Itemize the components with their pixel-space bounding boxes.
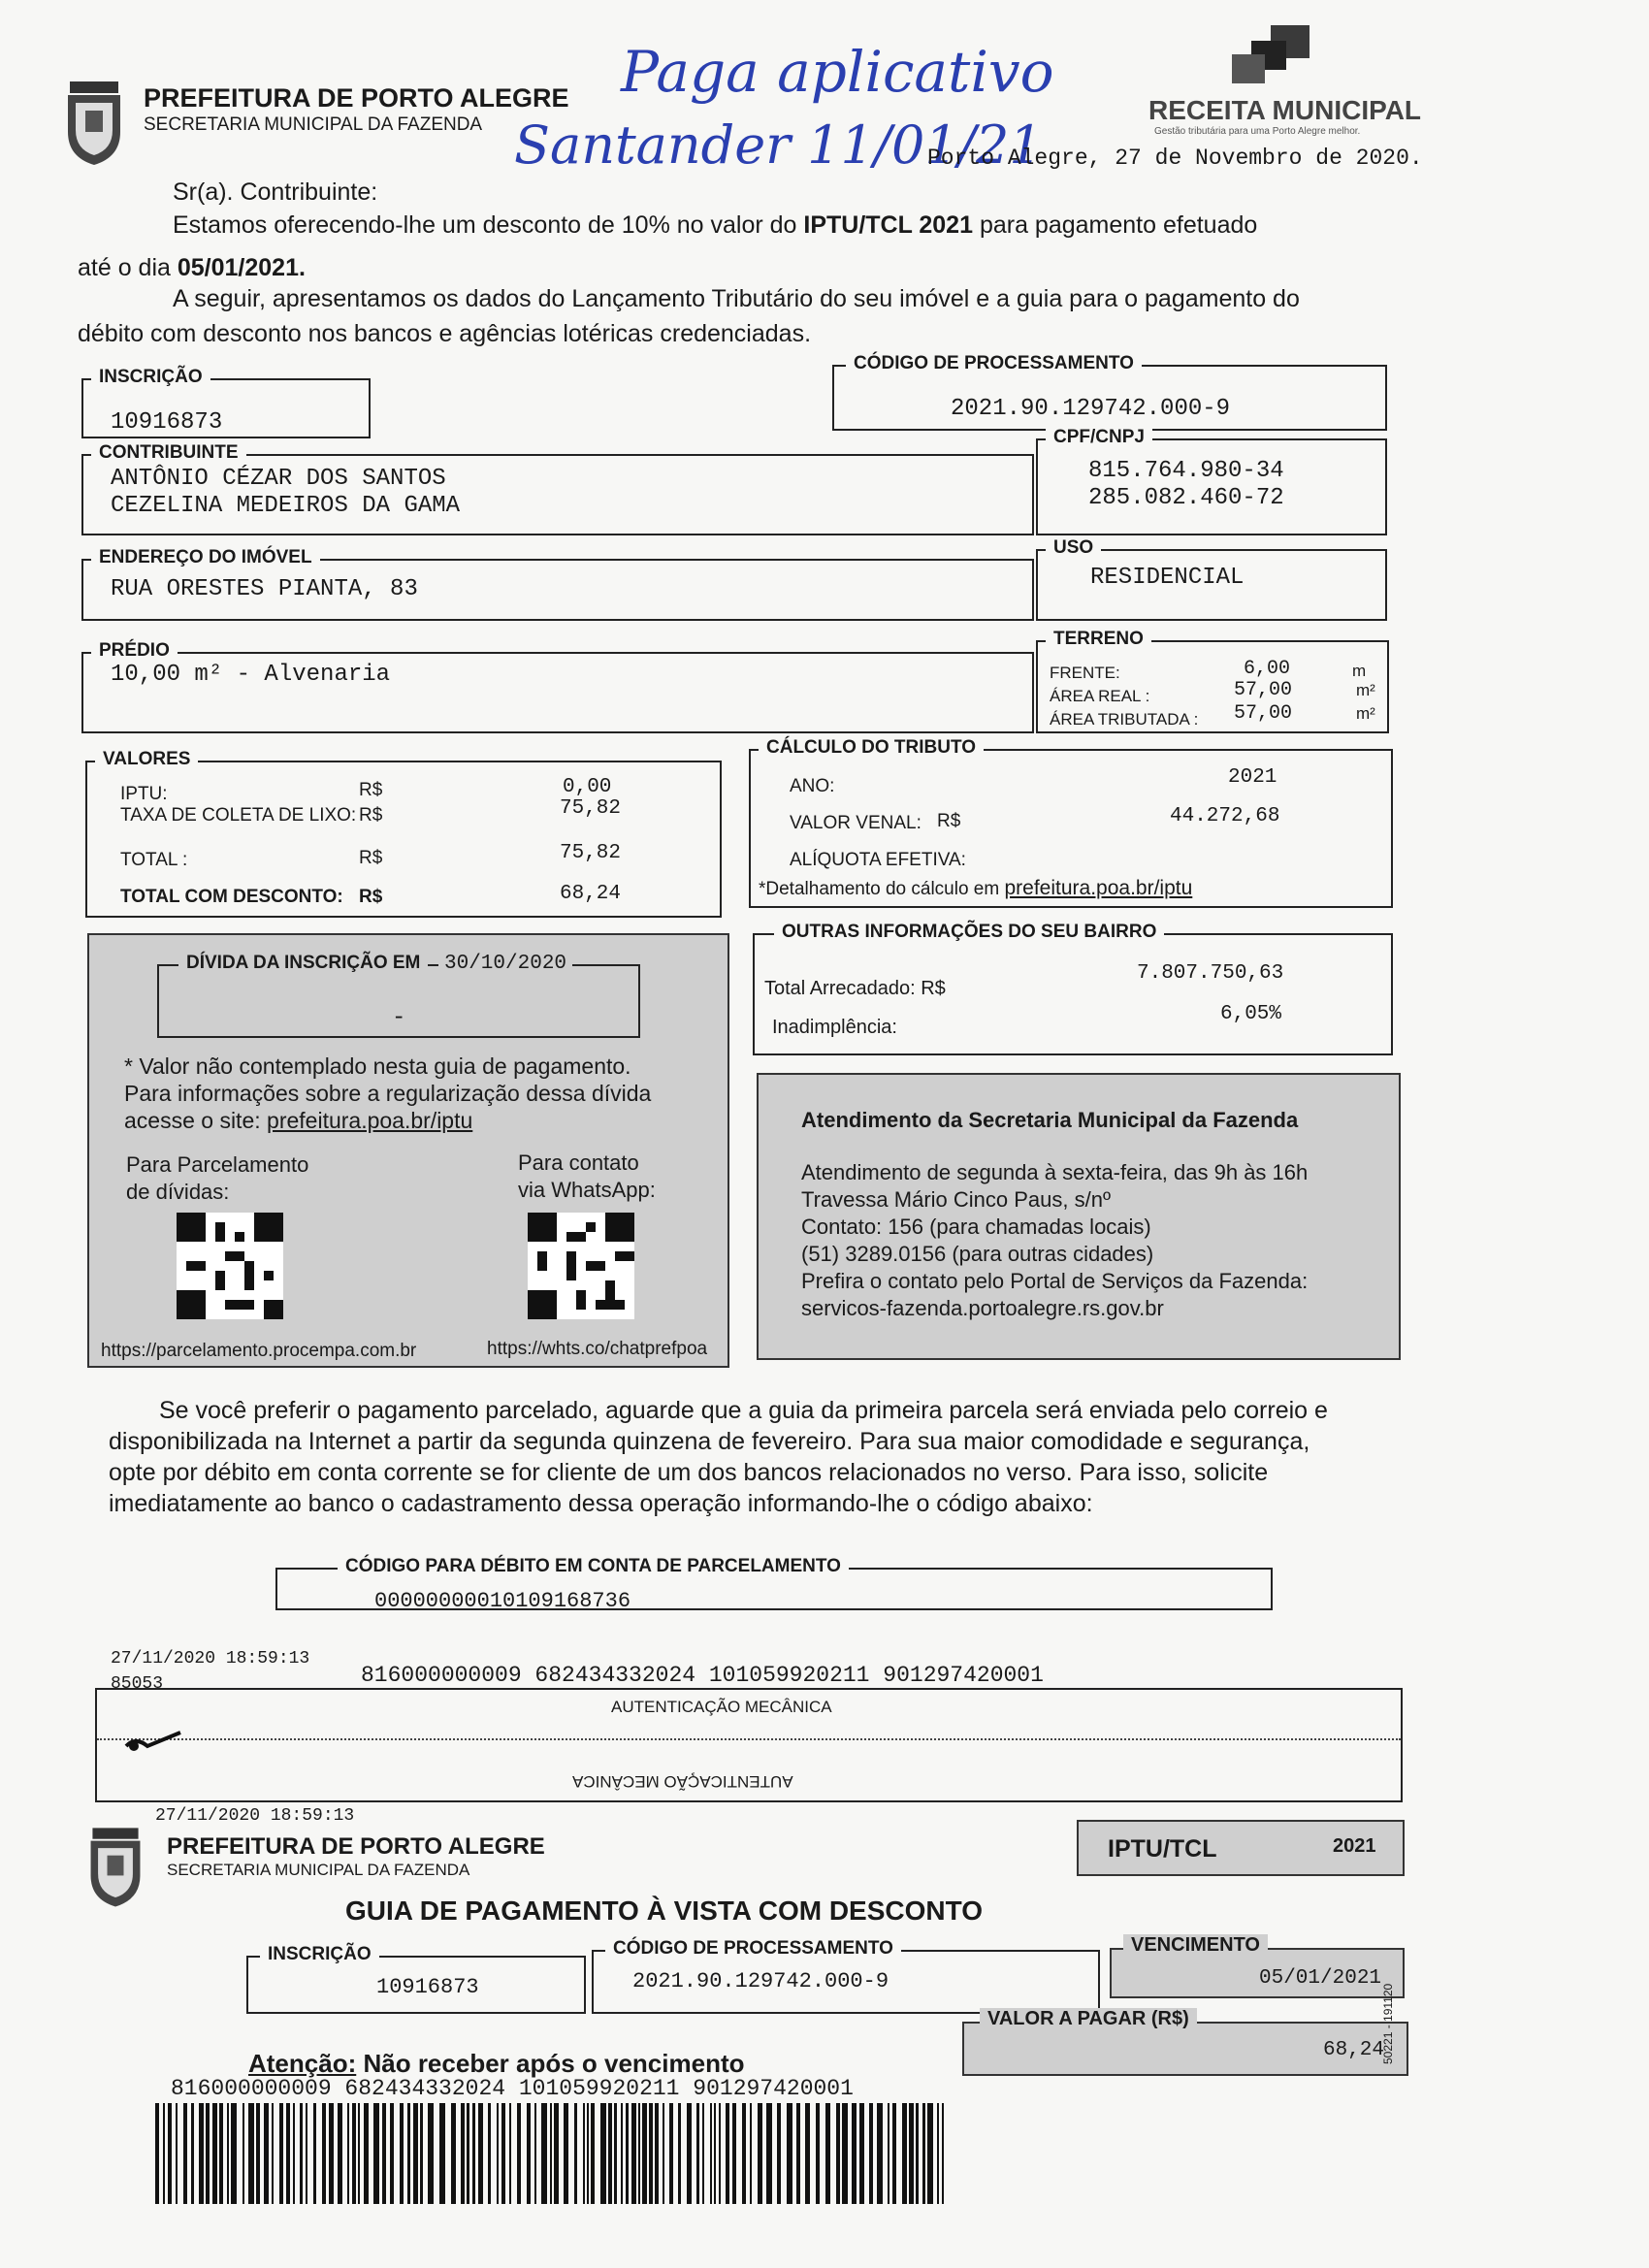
barcode-bar <box>869 2103 873 2204</box>
barcode-bar <box>655 2103 659 2204</box>
barcode-bar <box>649 2103 653 2204</box>
barcode-bar <box>176 2103 178 2204</box>
coat-of-arms-icon <box>60 78 128 167</box>
barcode-bar <box>554 2103 559 2204</box>
barcode-bar <box>358 2103 360 2204</box>
total-desconto-currency: R$ <box>359 887 383 907</box>
inscricao-value: 10916873 <box>111 409 223 436</box>
divida-link[interactable]: prefeitura.poa.br/iptu <box>267 1108 473 1133</box>
autenticacao-box <box>95 1688 1403 1802</box>
area-real-unit: m² <box>1356 681 1375 699</box>
barcode-bar <box>626 2103 629 2204</box>
barcode-bar <box>527 2103 531 2204</box>
barcode-bar <box>842 2103 848 2204</box>
guia-year: 2021 <box>1333 1835 1376 1857</box>
guia-codigo-label: CÓDIGO DE PROCESSAMENTO <box>605 1938 901 1960</box>
parcelamento-label-2: de dívidas: <box>126 1180 230 1204</box>
total-desconto-value: 68,24 <box>560 883 622 905</box>
barcode-bar <box>420 2103 423 2204</box>
tcl-currency: R$ <box>359 805 383 826</box>
barcode-bar <box>732 2103 736 2204</box>
barcode-bar <box>191 2103 194 2204</box>
barcode-bar <box>937 2103 939 2204</box>
divida-date: 30/10/2020 <box>438 953 572 975</box>
terreno-label: TERRENO <box>1046 629 1151 650</box>
whatsapp-label-1: Para contato <box>518 1150 639 1175</box>
atendimento-line-3: Contato: 156 (para chamadas locais) <box>801 1215 1151 1239</box>
debito-timestamp-2: 27/11/2020 18:59:13 <box>155 1806 355 1826</box>
barcode-bar <box>642 2103 647 2204</box>
guia-vencimento-value: 05/01/2021 <box>1259 1967 1382 1990</box>
barcode-bar <box>306 2103 307 2204</box>
guia-side-code: 50221 - 191120 <box>1381 1983 1395 2064</box>
barcode-bar <box>631 2103 636 2204</box>
barcode-bar <box>714 2103 716 2204</box>
predio-box <box>81 640 1034 733</box>
valor-venal-value: 44.272,68 <box>1170 805 1280 827</box>
terreno-box <box>1036 629 1389 733</box>
valor-venal-label: VALOR VENAL: <box>790 813 922 833</box>
barcode-bar <box>591 2103 595 2204</box>
barcode-bar <box>583 2103 585 2204</box>
total-label: TOTAL : <box>120 850 188 870</box>
barcode-bar <box>264 2103 269 2204</box>
autenticacao-label-inverted: AUTENTICAÇÃO MECÂNICA <box>572 1772 793 1791</box>
barcode-bar <box>183 2103 187 2204</box>
bairro-box <box>753 922 1393 1055</box>
area-real-value: 57,00 <box>1234 679 1293 701</box>
debito-timestamp: 27/11/2020 18:59:13 <box>111 1649 310 1669</box>
barcode-bar <box>467 2103 469 2204</box>
inadimplencia-label: Inadimplência: <box>772 1017 897 1038</box>
barcode-bar <box>877 2103 883 2204</box>
uso-value: RESIDENCIAL <box>1090 565 1245 591</box>
endereco-value: RUA ORESTES PIANTA, 83 <box>111 576 418 602</box>
divida-panel <box>87 933 729 1368</box>
barcode-bar <box>168 2103 172 2204</box>
frente-value: 6,00 <box>1244 658 1291 680</box>
predio-label: PRÉDIO <box>91 640 178 662</box>
atendimento-line-4: (51) 3289.0156 (para outras cidades) <box>801 1242 1154 1266</box>
barcode-bar <box>859 2103 864 2204</box>
guia-title: GUIA DE PAGAMENTO À VISTA COM DESCONTO <box>345 1895 984 1926</box>
barcode-bar <box>227 2103 229 2204</box>
scissors-icon <box>124 1729 182 1763</box>
detalhamento-text: *Detalhamento do cálculo em prefeitura.poa.br/iptu <box>759 877 1193 899</box>
barcode-bar <box>478 2103 483 2204</box>
barcode-bar <box>621 2103 623 2204</box>
barcode-bar <box>313 2103 316 2204</box>
guia-coat-of-arms-icon <box>83 1824 147 1909</box>
guia-org: PREFEITURA DE PORTO ALEGRE <box>167 1833 545 1860</box>
divida-box <box>157 953 640 1038</box>
barcode-bar <box>347 2103 349 2204</box>
barcode-bar <box>564 2103 568 2204</box>
parcelado-line-3: opte por débito em conta corrente se for cliente de um dos bancos relacionados no verso. Para isso, solicite <box>109 1459 1269 1486</box>
divida-label: DÍVIDA DA INSCRIÇÃO EM <box>178 953 428 974</box>
barcode-bar <box>766 2103 772 2204</box>
barcode-bar <box>927 2103 933 2204</box>
barcode-bar <box>439 2103 445 2204</box>
barcode-bar <box>155 2103 159 2204</box>
barcode-bar <box>461 2103 465 2204</box>
barcode-bar <box>219 2103 223 2204</box>
guia-barcode-line: 816000000009 682434332024 101059920211 901297420001 <box>171 2076 854 2101</box>
autenticacao-label: AUTENTICAÇÃO MECÂNICA <box>611 1698 832 1716</box>
barcode-bar <box>608 2103 612 2204</box>
detalhamento-link[interactable]: prefeitura.poa.br/iptu <box>1004 877 1193 899</box>
debito-terminal: 85053 <box>111 1674 164 1694</box>
barcode-bar <box>390 2103 394 2204</box>
barcode-bar <box>710 2103 712 2204</box>
barcode-bar <box>256 2103 260 2204</box>
area-tributada-unit: m² <box>1356 704 1375 723</box>
barcode-bar <box>777 2103 781 2204</box>
barcode-bar <box>472 2103 475 2204</box>
receita-logo-icon <box>1212 21 1329 89</box>
barcode-bar <box>428 2103 434 2204</box>
barcode-bar <box>286 2103 290 2204</box>
barcode-bar <box>352 2103 356 2204</box>
iptu-value: 0,00 <box>563 776 612 798</box>
whatsapp-label-2: via WhatsApp: <box>518 1178 656 1202</box>
barcode-bar <box>300 2103 303 2204</box>
barcode-bar <box>497 2103 499 2204</box>
barcode-bar <box>509 2103 511 2204</box>
divida-note-1: * Valor não contemplado nesta guia de pagamento. <box>124 1053 631 1079</box>
barcode-bar <box>400 2103 404 2204</box>
arrecadado-value: 7.807.750,63 <box>1137 962 1284 985</box>
uso-box <box>1036 537 1387 621</box>
parcelamento-url[interactable]: https://parcelamento.procempa.com.br <box>101 1341 417 1361</box>
codigo-processamento-label: CÓDIGO DE PROCESSAMENTO <box>846 353 1142 374</box>
inscricao-box <box>81 367 371 438</box>
barcode-bar <box>322 2103 326 2204</box>
barcode-bar <box>678 2103 681 2204</box>
barcode-bar <box>501 2103 505 2204</box>
barcode-bar <box>248 2103 254 2204</box>
parcelado-line-2: disponibilizada na Internet a partir da segunda quinzena de fevereiro. Para sua maior comodidade e segurança, <box>109 1428 1310 1455</box>
total-currency: R$ <box>359 848 383 868</box>
barcode-bar <box>719 2103 721 2204</box>
contribuinte-label: CONTRIBUINTE <box>91 442 246 464</box>
barcode-bar <box>242 2103 244 2204</box>
valor-venal-currency: R$ <box>937 811 961 831</box>
barcode-bar <box>852 2103 857 2204</box>
barcode-bar <box>902 2103 907 2204</box>
letter-paragraph-1: Estamos oferecendo-lhe um desconto de 10% no valor do IPTU/TCL 2021 para pagamento efetuado <box>173 211 1258 239</box>
valores-box <box>85 749 722 918</box>
guia-vencimento-box <box>1110 1934 1405 1998</box>
frente-unit: m <box>1352 662 1367 680</box>
barcode-bar <box>922 2103 925 2204</box>
barcode-bar <box>488 2103 491 2204</box>
atendimento-line-6[interactable]: servicos-fazenda.portoalegre.rs.gov.br <box>801 1296 1164 1320</box>
barcode-bar <box>726 2103 729 2204</box>
atendimento-line-1: Atendimento de segunda à sexta-feira, das 9h às 16h <box>801 1160 1309 1184</box>
handwritten-note-2: Santander 11/01/21 <box>514 114 1043 176</box>
guia-atencao: Atenção: Não receber após o vencimento <box>248 2049 745 2078</box>
atendimento-line-5: Prefira o contato pelo Portal de Serviços da Fazenda: <box>801 1269 1309 1293</box>
guia-tax-box <box>1077 1820 1405 1876</box>
barcode-bar <box>293 2103 295 2204</box>
guia-inscricao-value: 10916873 <box>376 1975 479 1999</box>
barcode-bar <box>836 2103 840 2204</box>
guia-tax: IPTU/TCL <box>1108 1835 1217 1863</box>
barcode-bar <box>364 2103 369 2204</box>
barcode-bar <box>787 2103 792 2204</box>
barcode-bar <box>550 2103 552 2204</box>
cpf-2: 285.082.460-72 <box>1088 485 1284 511</box>
barcode-bar <box>534 2103 536 2204</box>
barcode-bar <box>805 2103 810 2204</box>
barcode-bar <box>796 2103 800 2204</box>
barcode-bar <box>663 2103 664 2204</box>
barcode-bar <box>909 2103 914 2204</box>
iptu-currency: R$ <box>359 780 383 800</box>
uso-label: USO <box>1046 537 1101 559</box>
area-tributada-value: 57,00 <box>1234 702 1293 725</box>
letter-paragraph-1b: até o dia 05/01/2021. <box>78 254 306 281</box>
barcode-bar <box>382 2103 386 2204</box>
barcode-bar <box>413 2103 418 2204</box>
endereco-label: ENDEREÇO DO IMÓVEL <box>91 547 320 568</box>
barcode-bar <box>199 2103 204 2204</box>
barcode-bar <box>758 2103 762 2204</box>
contribuinte-box <box>81 442 1034 535</box>
brand-name: RECEITA MUNICIPAL <box>1148 95 1422 125</box>
inadimplencia-value: 6,05% <box>1220 1003 1282 1025</box>
calculo-label: CÁLCULO DO TRIBUTO <box>759 737 984 759</box>
barcode-bar <box>574 2103 577 2204</box>
autenticacao-divider <box>97 1738 1401 1740</box>
guia-vencimento-label: VENCIMENTO <box>1123 1934 1268 1957</box>
debito-barcode-line: 816000000009 682434332024 101059920211 901297420001 <box>361 1663 1044 1688</box>
parcelado-line-4: imediatamente ao banco o cadastramento dessa operação informando-lhe o código abaixo: <box>109 1490 1093 1517</box>
iptu-label: IPTU: <box>120 784 168 804</box>
parcelado-line-1: Se você preferir o pagamento parcelado, aguarde que a guia da primeira parcela será enviada pelo correio e <box>159 1397 1328 1424</box>
debito-code-value: 00000000010109168736 <box>374 1589 631 1613</box>
atendimento-panel <box>757 1073 1401 1360</box>
divida-note-3: acesse o site: prefeitura.poa.br/iptu <box>124 1108 473 1133</box>
parcelamento-label-1: Para Parcelamento <box>126 1152 309 1177</box>
guia-valor-box <box>962 2008 1408 2076</box>
barcode-bar <box>231 2103 237 2204</box>
inscricao-label: INSCRIÇÃO <box>91 367 210 388</box>
contribuinte-name-2: CEZELINA MEDEIROS DA GAMA <box>111 493 461 519</box>
header-org: PREFEITURA DE PORTO ALEGRE <box>144 83 569 113</box>
letter-paragraph-2b: débito com desconto nos bancos e agências lotéricas credenciadas. <box>78 320 812 347</box>
handwritten-note-1: Paga aplicativo <box>621 39 1054 105</box>
atendimento-line-2: Travessa Mário Cinco Paus, s/nº <box>801 1187 1111 1212</box>
whatsapp-qr-icon[interactable] <box>528 1213 634 1319</box>
barcode-bar <box>638 2103 640 2204</box>
cpf-label: CPF/CNPJ <box>1046 427 1152 448</box>
barcode-bar <box>600 2103 606 2204</box>
total-value: 75,82 <box>560 842 622 864</box>
codigo-processamento-value: 2021.90.129742.000-9 <box>951 396 1231 422</box>
brand-tagline: Gestão tributária para uma Porto Alegre melhor. <box>1154 126 1361 137</box>
frente-label: FRENTE: <box>1050 664 1120 682</box>
guia-inscricao-label: INSCRIÇÃO <box>260 1944 379 1965</box>
guia-valor-label: VALOR A PAGAR (R$) <box>980 2008 1197 2030</box>
guia-inscricao-box <box>246 1944 586 2014</box>
barcode-bar <box>212 2103 217 2204</box>
guia-codigo-value: 2021.90.129742.000-9 <box>632 1969 889 1993</box>
debito-code-label: CÓDIGO PARA DÉBITO EM CONTA DE PARCELAMENTO <box>338 1556 849 1577</box>
bairro-label: OUTRAS INFORMAÇÕES DO SEU BAIRRO <box>774 922 1164 943</box>
atendimento-title: Atendimento da Secretaria Municipal da Fazenda <box>801 1108 1299 1132</box>
barcode-bar <box>942 2103 944 2204</box>
barcode-bar <box>750 2103 752 2204</box>
total-desconto-label: TOTAL COM DESCONTO: <box>120 887 343 907</box>
endereco-box <box>81 547 1034 621</box>
barcode-bar <box>614 2103 617 2204</box>
cpf-box <box>1036 427 1387 535</box>
barcode-bar <box>163 2103 165 2204</box>
barcode-bar <box>888 2103 889 2204</box>
barcode-bar <box>279 2103 283 2204</box>
guia-codigo-box <box>592 1938 1100 2014</box>
barcode-bar <box>696 2103 699 2204</box>
barcode-bar <box>329 2103 334 2204</box>
tcl-label: TAXA DE COLETA DE LIXO: <box>120 805 357 826</box>
salutation: Sr(a). Contribuinte: <box>173 178 378 206</box>
predio-value: 10,00 m² - Alvenaria <box>111 662 391 688</box>
cpf-1: 815.764.980-34 <box>1088 458 1284 484</box>
divida-note-2: Para informações sobre a regularização dessa dívida <box>124 1081 652 1106</box>
barcode-bar <box>892 2103 896 2204</box>
debito-code-box <box>275 1556 1273 1613</box>
barcode-bar <box>816 2103 820 2204</box>
valores-label: VALORES <box>95 749 198 770</box>
barcode-bar <box>517 2103 521 2204</box>
divida-value: - <box>392 1005 406 1031</box>
aliquota-label: ALÍQUOTA EFETIVA: <box>790 850 966 870</box>
codigo-processamento-box <box>832 353 1387 431</box>
barcode-bar <box>687 2103 692 2204</box>
barcode-bar <box>669 2103 673 2204</box>
date-line: Porto Alegre, 27 de Novembro de 2020. <box>927 146 1423 171</box>
calculo-box <box>749 737 1393 908</box>
whatsapp-url[interactable]: https://whts.co/chatprefpoa <box>487 1339 708 1359</box>
barcode-bar <box>916 2103 919 2204</box>
area-real-label: ÁREA REAL : <box>1050 687 1150 705</box>
letter-paragraph-2a: A seguir, apresentamos os dados do Lançamento Tributário do seu imóvel e a guia para o pagamento do <box>173 285 1300 312</box>
barcode-bar <box>373 2103 379 2204</box>
contribuinte-name-1: ANTÔNIO CÉZAR DOS SANTOS <box>111 466 446 492</box>
area-tributada-label: ÁREA TRIBUTADA : <box>1050 710 1199 729</box>
barcode-icon <box>155 2103 949 2204</box>
barcode-bar <box>338 2103 342 2204</box>
barcode-bar <box>742 2103 746 2204</box>
tcl-value: 75,82 <box>560 797 622 820</box>
barcode-bar <box>206 2103 210 2204</box>
barcode-bar <box>407 2103 410 2204</box>
guia-dept: SECRETARIA MUNICIPAL DA FAZENDA <box>167 1861 470 1879</box>
parcelamento-qr-icon[interactable] <box>177 1213 283 1319</box>
ano-value: 2021 <box>1228 766 1277 789</box>
barcode-bar <box>272 2103 274 2204</box>
barcode-bar <box>451 2103 456 2204</box>
barcode-bar <box>587 2103 589 2204</box>
barcode-bar <box>825 2103 830 2204</box>
barcode-bar <box>541 2103 547 2204</box>
arrecadado-label: Total Arrecadado: R$ <box>764 978 946 999</box>
header-dept: SECRETARIA MUNICIPAL DA FAZENDA <box>144 114 483 135</box>
guia-valor-value: 68,24 <box>1323 2039 1385 2061</box>
ano-label: ANO: <box>790 776 835 796</box>
barcode-bar <box>702 2103 704 2204</box>
